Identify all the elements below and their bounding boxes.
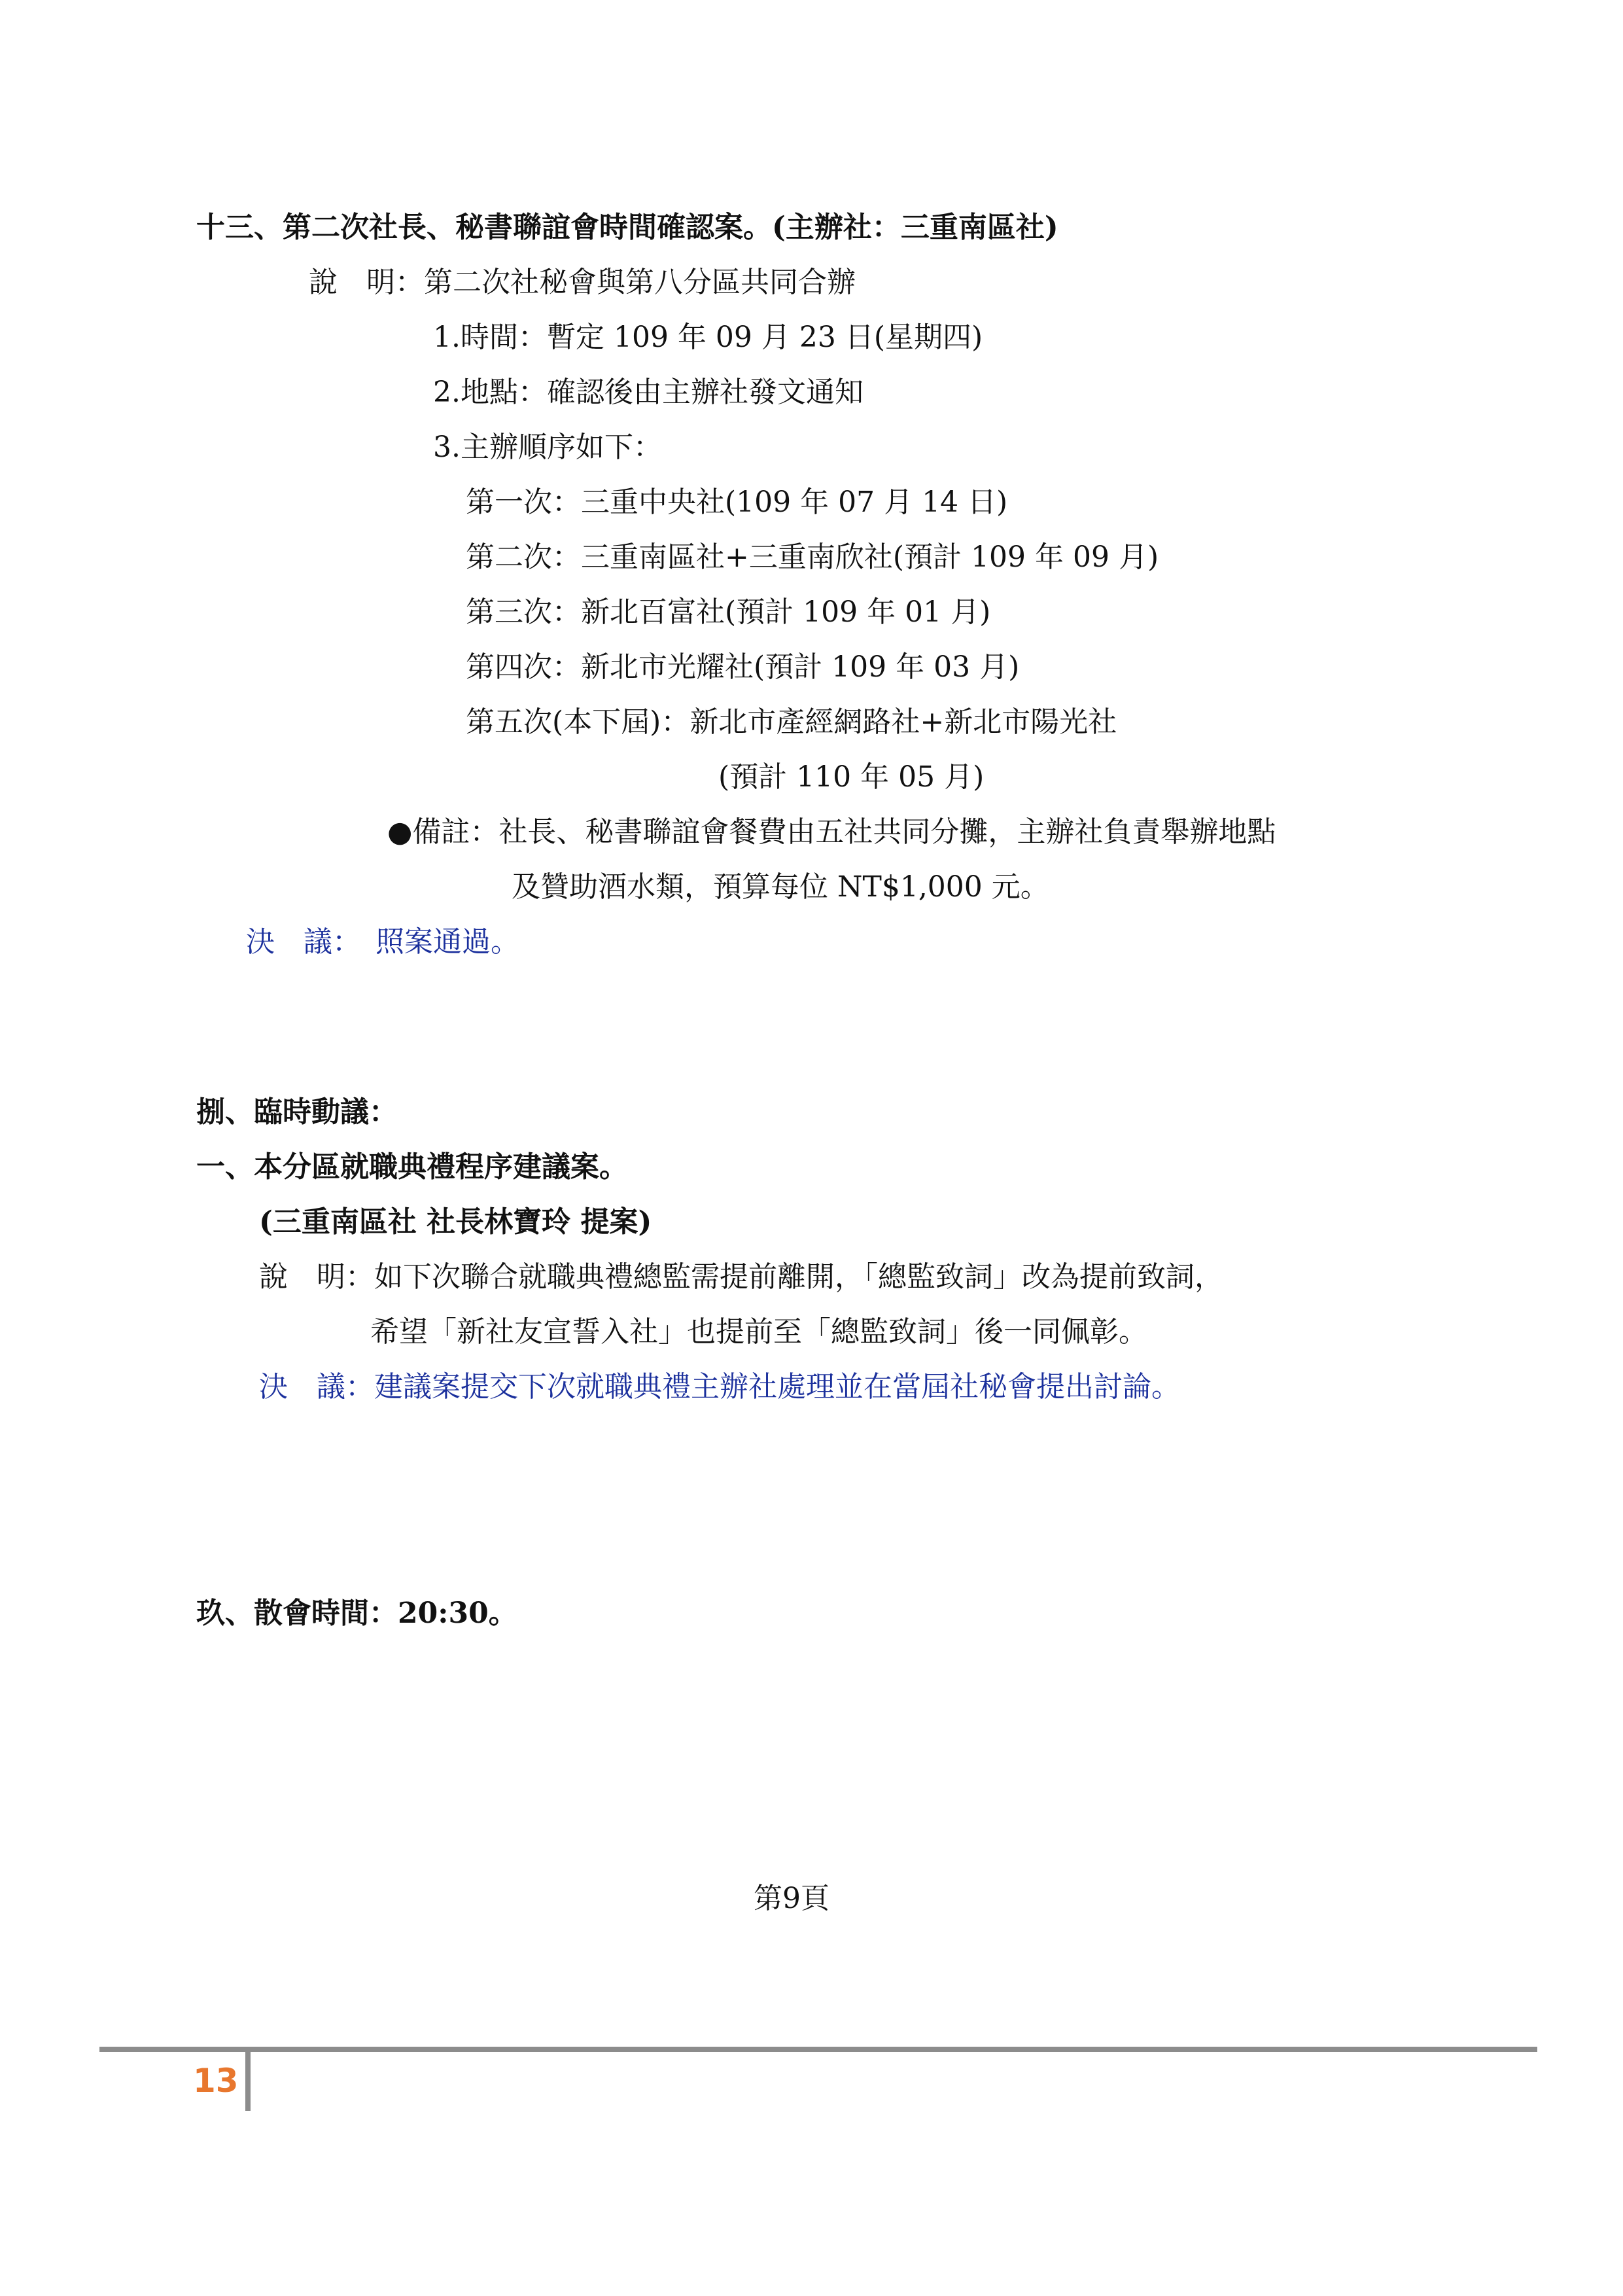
host-order-1: 第一次：三重中央社(109 年 07 月 14 日) (466, 486, 1008, 519)
section-13-explain: 說 明：第二次社秘會與第八分區共同合辦 (309, 266, 856, 299)
section-13-title: 十三、第二次社長、秘書聯誼會時間確認案。(主辦社：三重南區社) (196, 211, 1058, 244)
motion-explain-line-1: 說 明：如下次聯合就職典禮總監需提前離開，「總監致詞」改為提前致詞， (259, 1260, 1223, 1294)
motion-proposer: (三重南區社 社長林寶玲 提案) (259, 1205, 652, 1239)
section-13-resolution: 決 議： 照案通過。 (246, 925, 519, 959)
section-8-title: 捌、臨時動議： (196, 1095, 398, 1129)
motion-resolution: 決 議：建議案提交下次就職典禮主辦社處理並在當屆社秘會提出討論。 (259, 1370, 1180, 1404)
host-order-3: 第三次：新北百富社(預計 109 年 01 月) (466, 595, 991, 629)
note-line-1: ●備註：社長、秘書聯誼會餐費由五社共同分攤，主辦社負責舉辦地點 (387, 815, 1276, 849)
section-13-item-location: 2.地點：確認後由主辦社發文通知 (433, 376, 864, 409)
host-order-5-date: (預計 110 年 05 月) (718, 760, 985, 794)
host-order-4: 第四次：新北市光耀社(預計 109 年 03 月) (466, 650, 1020, 684)
host-order-2: 第二次：三重南區社+三重南欣社(預計 109 年 09 月) (466, 540, 1159, 574)
motion-title: 一、本分區就職典禮程序建議案。 (196, 1150, 628, 1184)
section-9-title: 玖、散會時間：20:30。 (196, 1597, 517, 1630)
host-order-5: 第五次(本下屆)：新北市產經網路社+新北市陽光社 (466, 705, 1117, 739)
section-13-item-time: 1.時間：暫定 109 年 09 月 23 日(星期四) (433, 321, 983, 354)
page-label: 第9頁 (754, 1882, 829, 1915)
motion-explain-line-2: 希望「新社友宣誓入社」也提前至「總監致詞」後一同佩彰。 (370, 1315, 1147, 1349)
note-line-2: 及贊助酒水類，預算每位 NT$1,000 元。 (512, 870, 1049, 904)
section-13-item-order: 3.主辦順序如下： (433, 431, 662, 464)
footer-rule (99, 2047, 1537, 2052)
footer-page-number: 13 (193, 2062, 239, 2100)
footer-divider (245, 2052, 251, 2111)
